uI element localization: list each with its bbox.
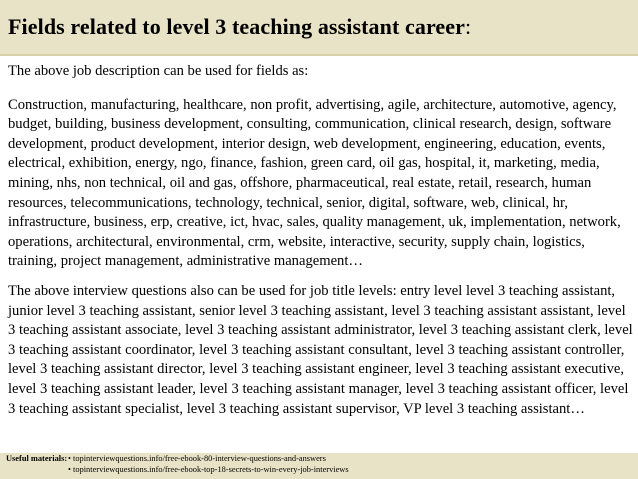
title-banner <box>0 0 638 56</box>
footer-link-ebook-18-secrets[interactable]: • topinterviewquestions.info/free-ebook-top-18-secrets-to-win-every-job-interviews <box>68 464 349 474</box>
footer-row-1 <box>6 454 632 465</box>
job-levels-paragraph: The above interview questions also can be used for job title levels: entry level level 3 teaching assistant, junior level 3 teaching assistant, senior level 3 teaching assistant, level 3 teaching assistant assistant, level 3 teaching assistant associate, level 3 teaching assistant administrator, level 3 teaching assistant clerk, level 3 teaching assistant coordinator, level 3 teaching assistant consultant, level 3 teaching assistant controller, level 3 teaching assistant director, level 3 teaching assistant engineer, level 3 teaching assistant executive, level 3 teaching assistant leader, level 3 teaching assistant manager, level 3 teaching assistant officer, level 3 teaching assistant specialist, level 3 teaching assistant supervisor, VP level 3 teaching assistant… <box>8 282 633 417</box>
useful-materials-label: Useful materials: <box>6 454 68 463</box>
title-colon: : <box>465 14 472 39</box>
page-title <box>8 12 630 42</box>
footer-bar <box>0 453 638 479</box>
title-text: Fields related to level 3 teaching assistant career <box>8 14 466 39</box>
fields-paragraph: Construction, manufacturing, healthcare, non profit, advertising, agile, architecture, automotive, agency, budget, building, business development, consulting, communication, clinical research, design, software development, product development, interior design, web development, engineering, education, events, electrical, exhibition, energy, ngo, finance, fashion, green card, oil gas, hospital, it, marketing, media, mining, nhs, non technical, oil and gas, offshore, pharmaceutical, real estate, retail, research, human resources, telecommunications, technology, technical, senior, digital, software, web, clinical, hr, infrastructure, business, erp, creative, ict, hvac, sales, quality management, uk, implementation, network, operations, architectural, environmental, crm, website, interactive, security, supply chain, logistics, training, project management, administrative management… <box>8 96 621 270</box>
slide-body <box>8 62 634 419</box>
footer-label-spacer <box>6 465 68 476</box>
footer-row-2 <box>6 465 632 476</box>
footer-link-ebook-80-questions[interactable]: • topinterviewquestions.info/free-ebook-80-interview-questions-and-answers <box>68 454 326 463</box>
intro-paragraph: The above job description can be used for fields as: <box>8 63 309 79</box>
